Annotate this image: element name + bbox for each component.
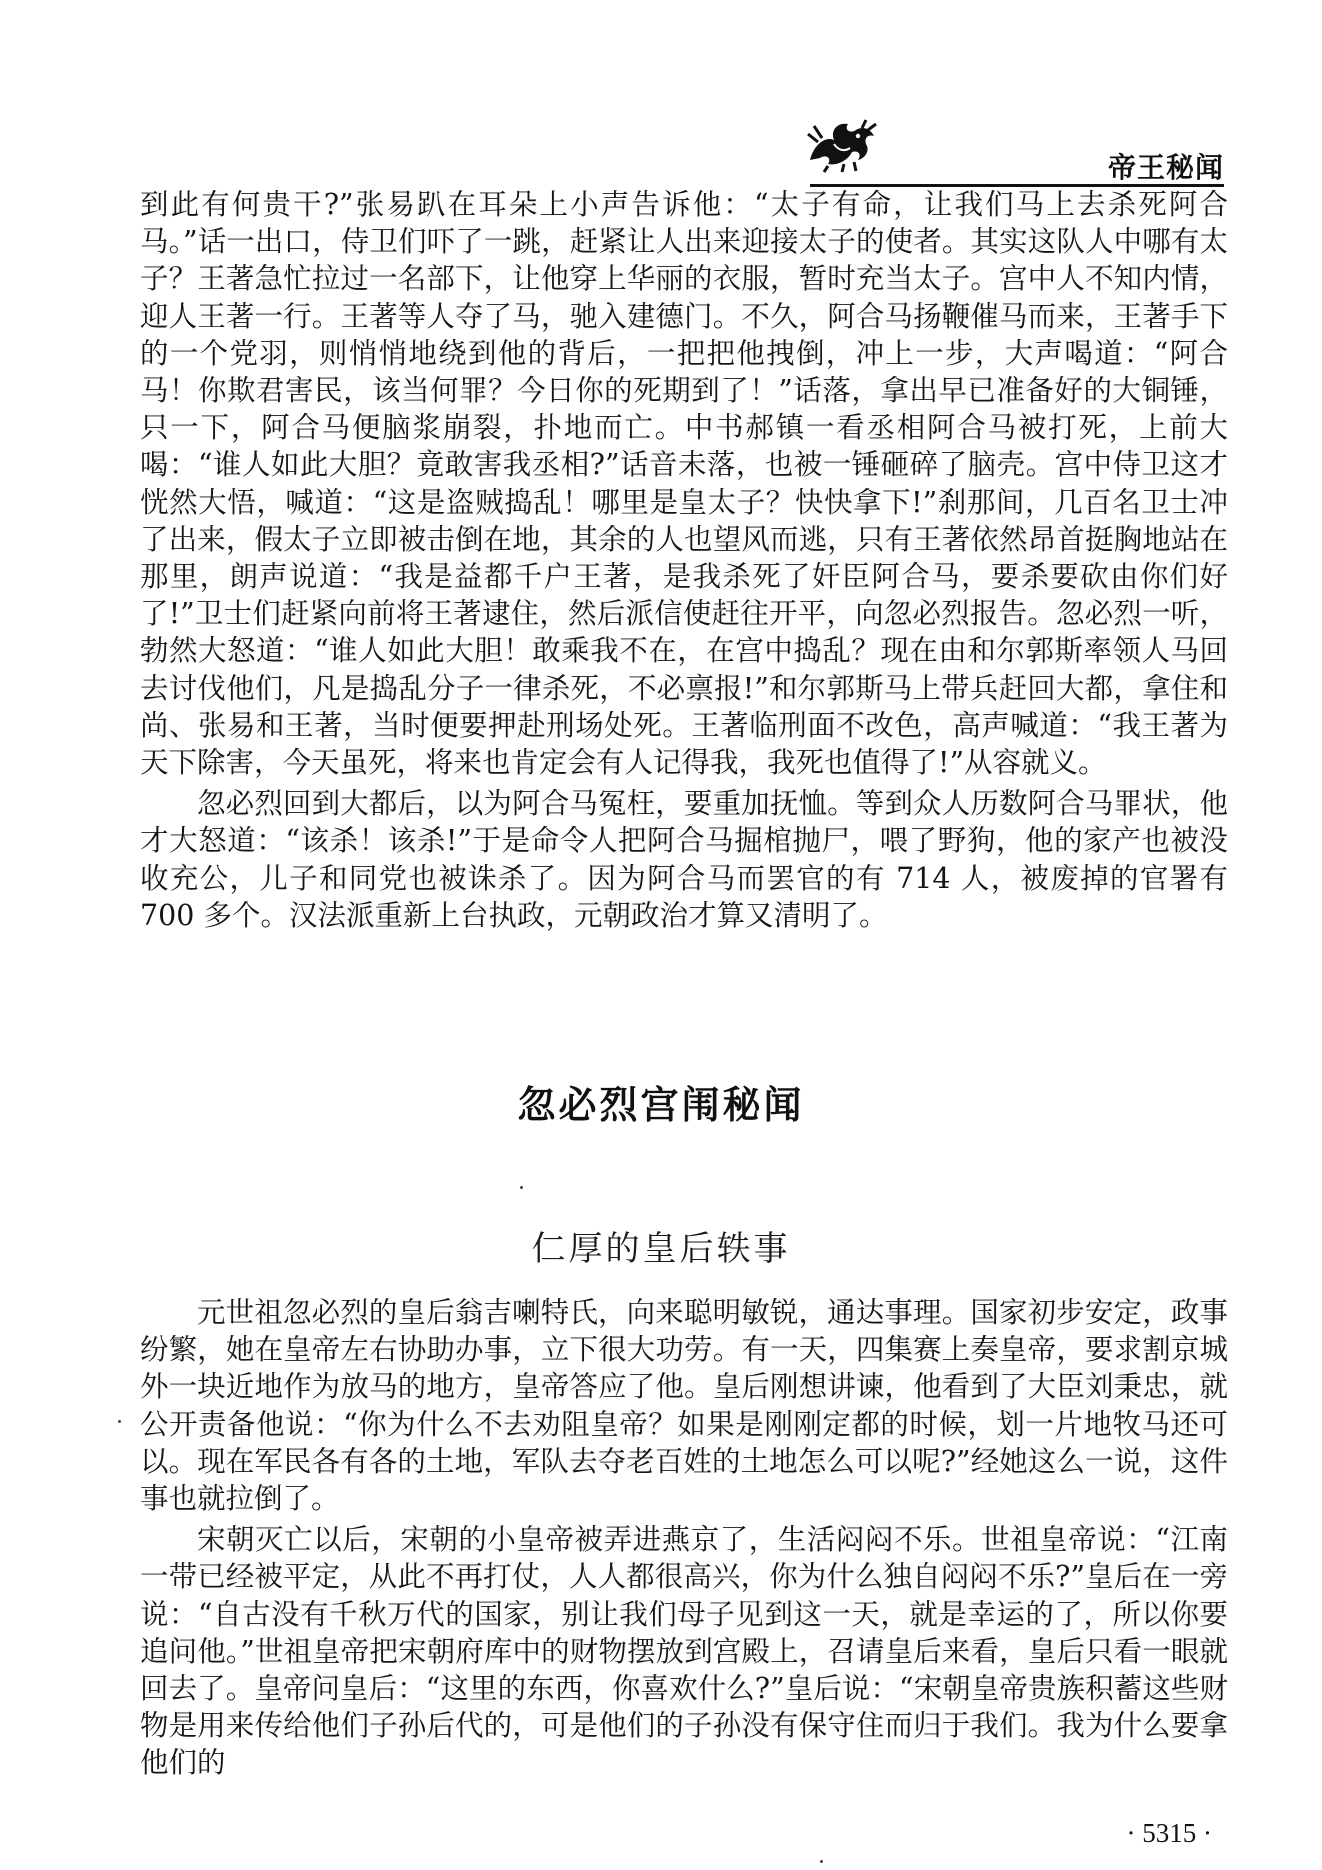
paragraph: 忽必烈回到大都后，以为阿合马冤枉，要重加抚恤。等到众人历数阿合马罪状，他才大怒道：“该杀！该杀!”于是命令人把阿合马掘棺抛尸，喂了野狗，他的家产也被没收充公，儿子和同党也被诛杀了。因为阿合马而罢官的有 714 人，被废掉的官署有 700 多个。汉法派重新上台执政，元朝政治才算又清明了。 [140,787,1228,932]
top-text-block [140,186,1228,934]
paragraph: 到此有何贵干?”张易趴在耳朵上小声告诉他：“太子有命，让我们马上去杀死阿合马。”话一出口，侍卫们吓了一跳，赶紧让人出来迎接太子的使者。其实这队人中哪有太子？王著急忙拉过一名部下，让他穿上华丽的衣服，暂时充当太子。宫中人不知内情，迎人王著一行。王著等人夺了马，驰入建德门。不久，阿合马扬鞭催马而来，王著手下的一个党羽，则悄悄地绕到他的背后，一把把他拽倒，冲上一步，大声喝道：“阿合马！你欺君害民，该当何罪？今日你的死期到了！”话落，拿出早已准备好的大铜锤，只一下，阿合马便脑浆崩裂，扑地而亡。中书郝镇一看丞相阿合马被打死，上前大喝：“谁人如此大胆？竟敢害我丞相?”话音未落，也被一锤砸碎了脑壳。宫中侍卫这才恍然大悟，喊道：“这是盗贼捣乱！哪里是皇太子？快快拿下!”刹那间，几百名卫士冲了出来，假太子立即被击倒在地，其余的人也望风而逃，只有王著依然昂首挺胸地站在那里，朗声说道：“我是益都千户王著，是我杀死了奸臣阿合马，要杀要砍由你们好了!”卫士们赶紧向前将王著逮住，然后派信使赶往开平，向忽必烈报告。忽必烈一听，勃然大怒道：“谁人如此大胆！敢乘我不在，在宫中捣乱？现在由和尔郭斯率领人马回去讨伐他们，凡是捣乱分子一律杀死，不必禀报!”和尔郭斯马上带兵赶回大都，拿住和尚、张易和王著，当时便要押赴刑场处死。王著临刑面不改色，高声喊道：“我王著为天下除害，今天虽死，将来也肯定会有人记得我，我死也值得了!”从容就义。 [140,188,1228,780]
scan-speck [520,1186,523,1189]
paragraph: 宋朝灭亡以后，宋朝的小皇帝被弄进燕京了，生活闷闷不乐。世祖皇帝说：“江南一带已经被平定，从此不再打仗，人人都很高兴，你为什么独自闷闷不乐?”皇后在一旁说：“自古没有千秋万代的国家，别让我们母子见到这一天，就是幸运的了，所以你要追问他。”世祖皇帝把宋朝府库中的财物摆放到宫殿上，召请皇后来看，皇后只看一眼就回去了。皇帝问皇后：“这里的东西，你喜欢什么?”皇后说：“宋朝皇帝贵族积蓄这些财物是用来传给他们子孙后代的，可是他们的子孙没有保守住而归于我们。我为什么要拿他们的 [140,1523,1228,1780]
scan-speck [118,1420,121,1423]
paragraph: 元世祖忽必烈的皇后翁吉喇特氏，向来聪明敏锐，通达事理。国家初步安定，政事纷繁，她在皇帝左右协助办事，立下很大功劳。有一天，四集赛上奏皇帝，要求割京城外一块近地作为放马的地方，皇帝答应了他。皇后刚想讲谏，他看到了大臣刘秉忠，就公开责备他说：“你为什么不去劝阻皇帝？如果是刚刚定都的时候，划一片地牧马还可以。现在军民各有各的土地，军队去夺老百姓的土地怎么可以呢?”经她这么一说，这件事也就拉倒了。 [140,1296,1228,1516]
page-number: · 5315 · [1126,1818,1212,1848]
dragon-emblem-icon [804,114,880,174]
bottom-text-block [140,1294,1228,1782]
running-header-title: 帝王秘闻 [1107,151,1224,184]
scan-speck [820,1860,823,1863]
subsection-title: 仁厚的皇后轶事 [531,1229,791,1269]
section-title: 忽必烈宫闱秘闻 [517,1083,805,1127]
